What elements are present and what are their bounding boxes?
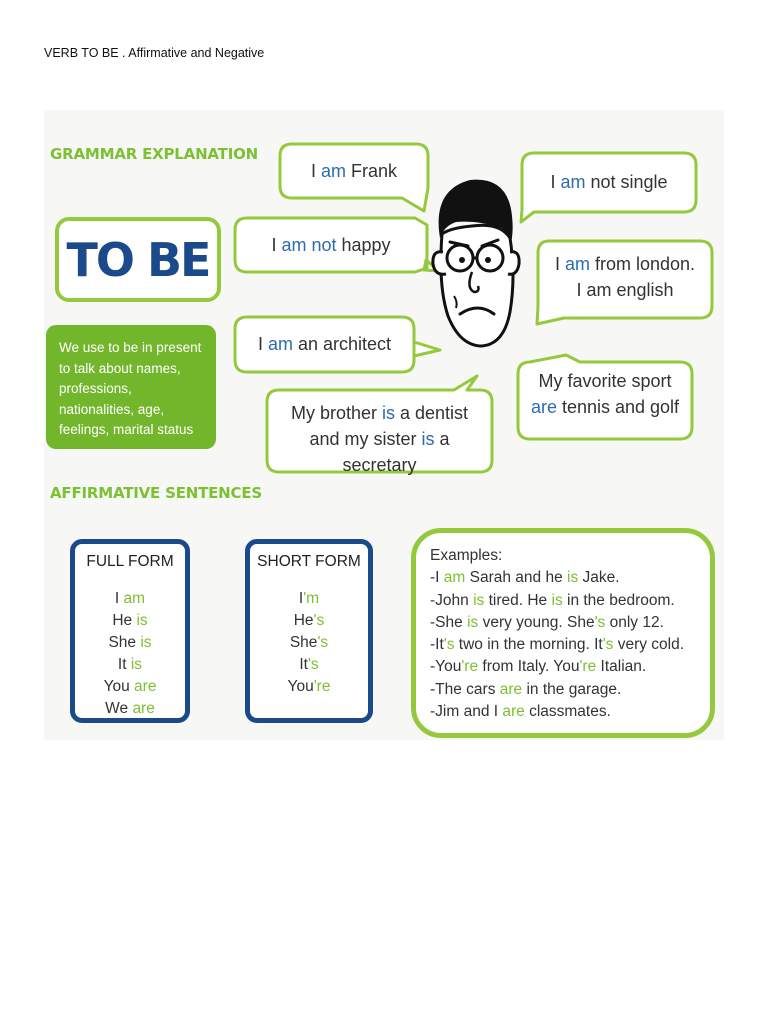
short-form-row: It's — [299, 656, 319, 673]
verb-highlight: am — [560, 172, 586, 192]
short-form-row: You're — [287, 678, 331, 695]
full-form-row: It is — [117, 656, 143, 673]
example-sentence: -She is very young. She's only 12. — [430, 613, 664, 631]
short-form-row: She's — [289, 634, 329, 651]
cartoon-man-glasses-icon — [426, 176, 522, 352]
explanation-line: nationalities, age, — [59, 401, 165, 417]
affirmative-sentences-heading: AFFIRMATIVE SENTENCES — [50, 484, 262, 502]
full-form-row: You are — [103, 678, 157, 695]
example-sentence: -John is tired. He is in the bedroom. — [430, 591, 675, 609]
example-sentence: -I am Sarah and he is Jake. — [430, 569, 620, 587]
verb-highlight: am — [320, 161, 346, 181]
verb-highlight: are — [530, 397, 557, 417]
examples-box — [411, 528, 715, 738]
explanation-line: feelings, marital status — [59, 422, 194, 437]
short-form-row: I'm — [298, 590, 320, 607]
full-form-row: We are — [105, 700, 155, 717]
verb-highlight: am — [267, 334, 293, 354]
short-form-title: SHORT FORM — [257, 553, 361, 570]
to-be-title: TO BE — [66, 232, 210, 287]
explanation-line: We use to be in present — [59, 340, 202, 355]
full-form-row: He is — [112, 612, 148, 629]
grammar-explanation-heading: GRAMMAR EXPLANATION — [50, 145, 258, 163]
page-title: VERB TO BE . Affirmative and Negative — [44, 46, 265, 60]
example-sentence: -Jim and I are classmates. — [430, 703, 611, 721]
explanation-line: to talk about names, — [59, 360, 181, 376]
bubble-london-text: I am from london. I am english — [554, 254, 696, 300]
bubble-architect-text: I am an architect — [257, 334, 392, 354]
bubble-happy-text: I am not happy — [271, 235, 391, 255]
full-form-row: I am — [114, 590, 146, 607]
verb-highlight: is — [421, 429, 435, 449]
bubble-brother-text: My brother is a dentist and my sister is a secretary — [290, 403, 469, 475]
example-sentence: -It's two in the morning. It's very cold. — [430, 636, 685, 654]
bubble-single-text: I am not single — [550, 172, 668, 192]
verb-highlight: am — [564, 254, 590, 274]
full-form-card — [70, 539, 190, 723]
to-be-box — [55, 217, 221, 302]
explanation-panel — [46, 325, 216, 449]
example-sentence: -You're from Italy. You're Italian. — [430, 658, 647, 676]
explanation-line: professions, — [59, 381, 132, 396]
short-form-row: He's — [293, 612, 325, 629]
verb-highlight: am not — [281, 235, 337, 255]
full-form-row: She is — [108, 634, 152, 651]
bubble-sport-text: My favorite sport are tennis and golf — [530, 371, 680, 417]
short-form-card — [245, 539, 373, 723]
full-form-title: FULL FORM — [86, 553, 174, 570]
verb-highlight: is — [381, 403, 395, 423]
examples-label: Examples: — [430, 547, 503, 564]
bubble-frank-text: I am Frank — [310, 161, 398, 181]
worksheet-image — [44, 110, 724, 740]
example-sentence: -The cars are in the garage. — [430, 680, 622, 698]
